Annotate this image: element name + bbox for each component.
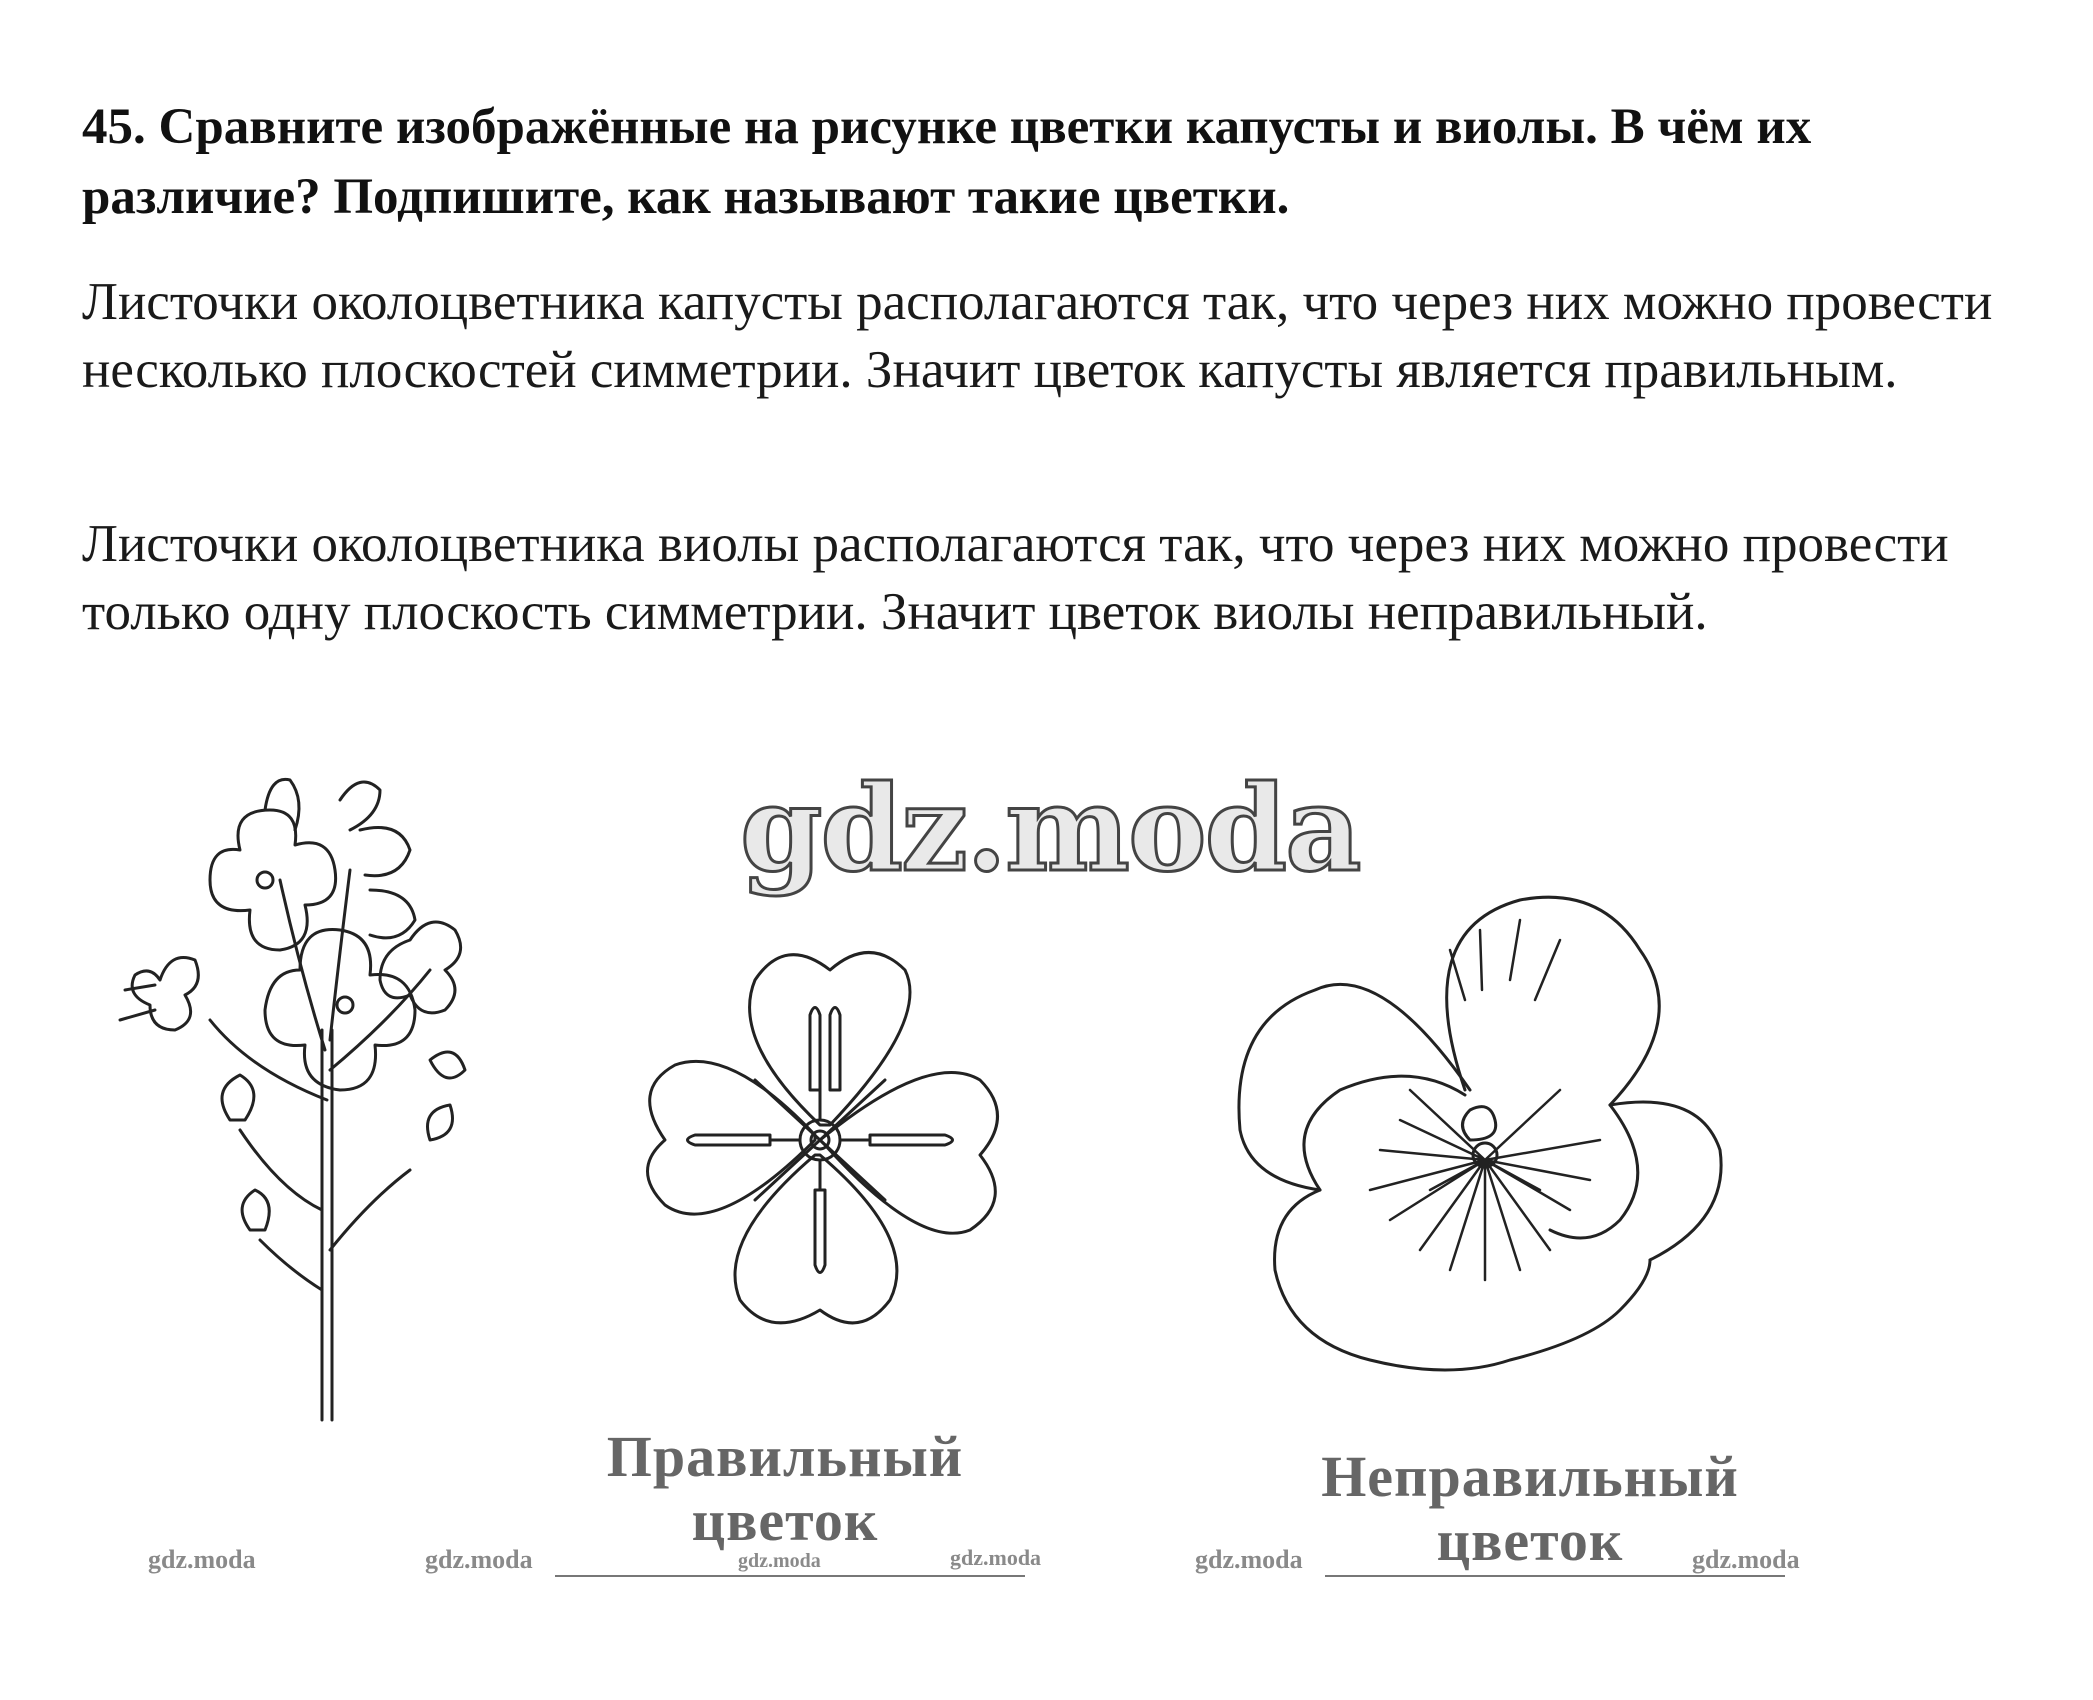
cabbage-branch-illustration (100, 770, 540, 1440)
label-irregular-flower: Неправильный цветок (1321, 1444, 1739, 1573)
watermark-small: gdz.moda (1195, 1545, 1303, 1574)
question-text (82, 92, 2042, 232)
watermark-logo: gdz.moda (740, 759, 1360, 898)
watermark-small: gdz.moda (738, 1550, 821, 1572)
answer-paragraph-cabbage: Листочки околоцветника капусты располагаются так, что через них можно провести несколько плоскостей симметрии. Значит цветок капусты является правильным. (82, 273, 1993, 399)
label-regular-flower: Правильный цветок (606, 1424, 964, 1553)
question-body: Сравните изображённые на рисунке цветки капусты и виолы. В чём их различие? Подпишите, как называют такие цветки. (82, 99, 1812, 225)
answer-line-regular (555, 1575, 1025, 1577)
answer-line-irregular (1325, 1575, 1785, 1577)
watermark-small: gdz.moda (425, 1545, 533, 1574)
question-number: 45. (82, 99, 146, 155)
watermark-small: gdz.moda (950, 1545, 1042, 1570)
cabbage-flower-illustration (620, 940, 1020, 1350)
answer-paragraph-viola: Листочки околоцветника виолы располагаются так, что через них можно провести только одну плоскость симметрии. Значит цветок виолы неправильный. (82, 515, 1949, 641)
watermark-small: gdz.moda (148, 1545, 256, 1574)
viola-flower-illustration (1220, 890, 1750, 1390)
watermark-small: gdz.moda (1692, 1545, 1800, 1574)
